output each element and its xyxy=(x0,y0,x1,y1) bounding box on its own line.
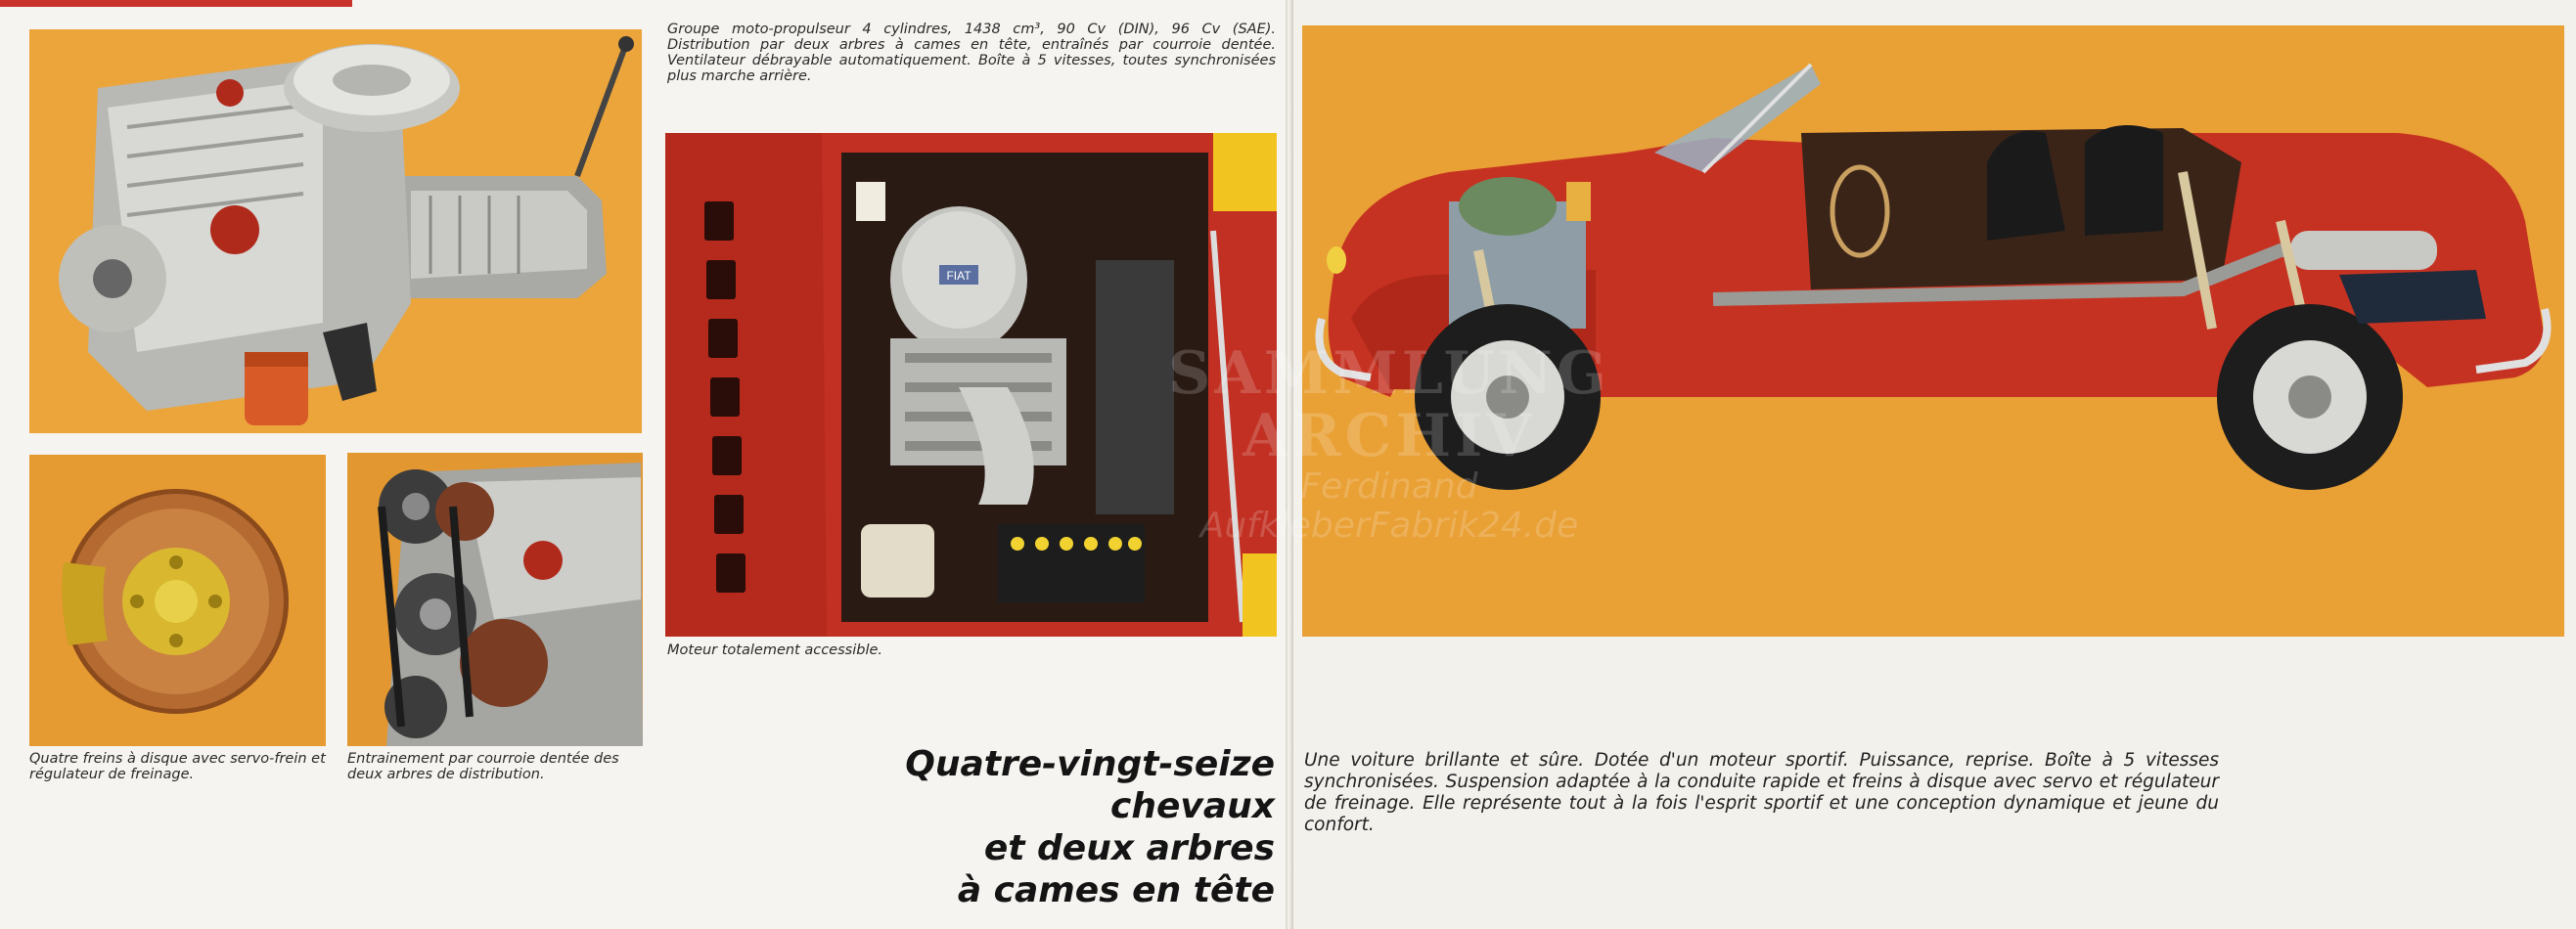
headline-line-2: chevaux xyxy=(1110,786,1275,826)
headline-line-1: Quatre-vingt-seize xyxy=(905,744,1275,784)
top-color-strip xyxy=(0,0,352,7)
engine-bay-photo xyxy=(665,133,1277,637)
headline-line-3: et deux arbres xyxy=(983,828,1275,868)
timing-belt-caption: Entrainement par courroie dentée des deux arbres de distribution. xyxy=(347,751,619,782)
headline-line-4: à cames en tête xyxy=(957,870,1275,910)
page-fold xyxy=(1286,0,1293,929)
engine-gearbox-photo xyxy=(29,29,642,433)
disc-brake-caption: Quatre freins à disque avec servo-frein et régulateur de freinage. xyxy=(29,751,326,782)
engine-bay-caption: Moteur totalement accessible. xyxy=(667,642,883,658)
car-cutaway-illustration xyxy=(1302,25,2564,637)
air-filter-label: FIAT xyxy=(946,269,972,283)
body-copy: Une voiture brillante et sûre. Dotée d'un moteur sportif. Puissance, reprise. Boîte à 5 vitesses synchronisées. Suspension adaptée à la conduite rapide et freins à disque avec servo et régulateur de freinage. Elle représente tout à la fois l'esprit sportif et une conception dynamique et jeune du confort. xyxy=(1304,750,2219,835)
disc-brake-photo xyxy=(29,455,326,746)
engine-caption: Groupe moto-propulseur 4 cylindres, 1438 cm³, 90 Cv (DIN), 96 Cv (SAE). Distribution par deux arbres à cames en tête, entraînés par courroie dentée. Ventilateur débrayable automatiquement. Boîte à 5 vitesses, toutes synchronisées plus marche arrière. xyxy=(667,22,1276,84)
headline xyxy=(825,743,1275,911)
timing-belt-photo xyxy=(347,453,643,746)
